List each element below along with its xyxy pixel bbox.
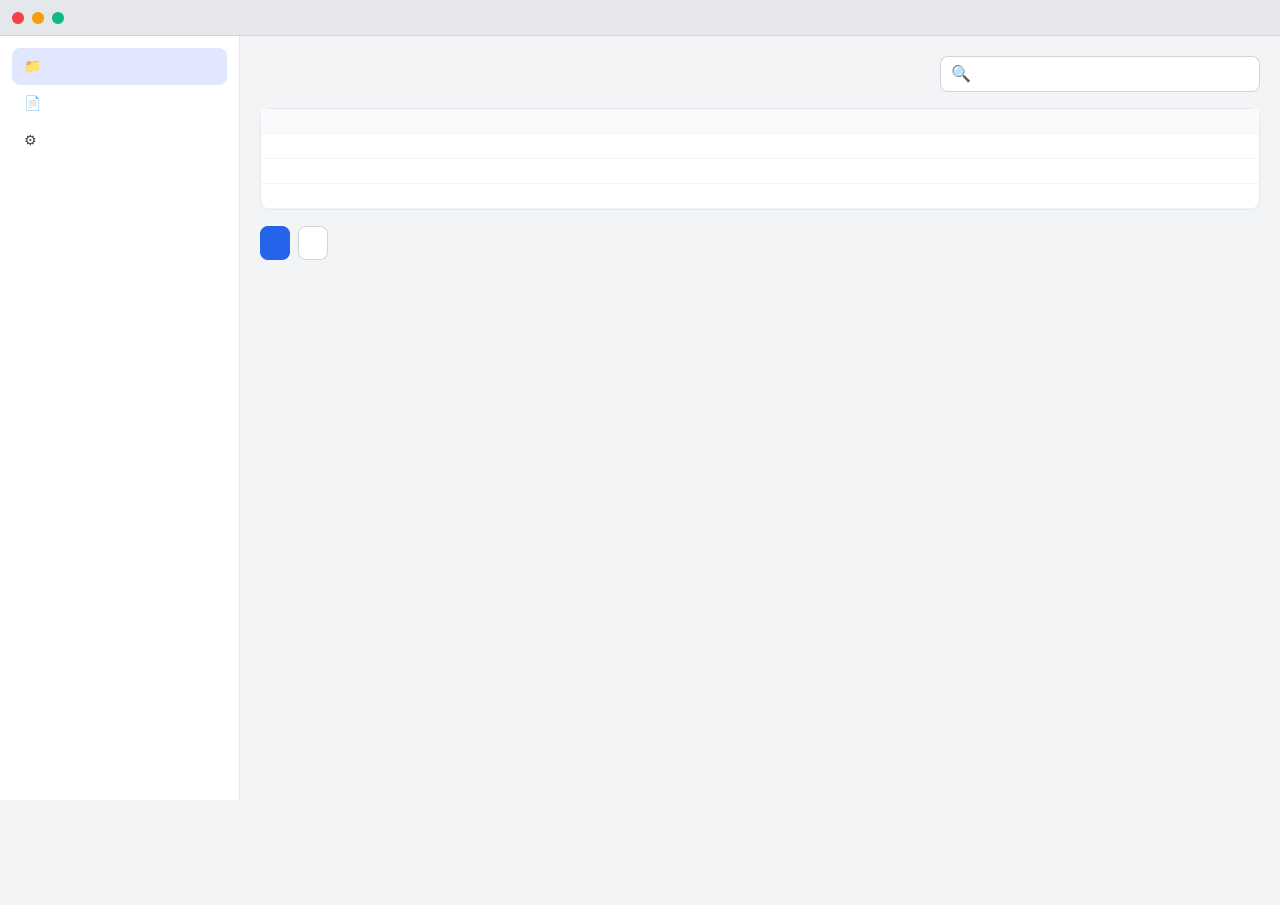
data-card <box>260 108 1260 210</box>
sidebar-item-2[interactable] <box>12 122 227 159</box>
folder-icon: 📁 <box>24 58 42 74</box>
document-icon: 📄 <box>24 95 42 111</box>
table-header <box>261 109 594 134</box>
close-window-icon[interactable] <box>12 12 24 24</box>
table-cell <box>594 159 927 184</box>
sidebar-item-0[interactable] <box>12 48 227 85</box>
table-row[interactable] <box>261 159 1259 184</box>
table-row[interactable] <box>261 134 1259 159</box>
table-cell <box>594 134 927 159</box>
search-input[interactable] <box>979 65 1249 83</box>
minimize-window-icon[interactable] <box>32 12 44 24</box>
primary-button[interactable] <box>260 226 290 260</box>
table-cell <box>261 184 594 209</box>
table-cell <box>594 184 927 209</box>
table-header-row <box>261 109 1259 134</box>
header <box>260 56 1260 92</box>
table-row[interactable] <box>261 184 1259 209</box>
table-cell <box>926 134 1259 159</box>
maximize-window-icon[interactable] <box>52 12 64 24</box>
titlebar <box>0 0 1280 36</box>
gear-icon: ⚙ <box>24 132 37 148</box>
table-header <box>926 109 1259 134</box>
table-cell <box>261 134 594 159</box>
sidebar <box>0 36 240 800</box>
table-header <box>594 109 927 134</box>
search-box <box>940 56 1260 92</box>
data-table <box>261 109 1259 209</box>
secondary-button[interactable] <box>298 226 328 260</box>
content <box>240 36 1280 800</box>
table-cell <box>926 184 1259 209</box>
table-cell <box>926 159 1259 184</box>
main-area <box>0 36 1280 800</box>
sidebar-item-1[interactable] <box>12 85 227 122</box>
search-icon: 🔍 <box>951 66 971 83</box>
table-cell <box>261 159 594 184</box>
toolbar <box>260 226 1260 260</box>
